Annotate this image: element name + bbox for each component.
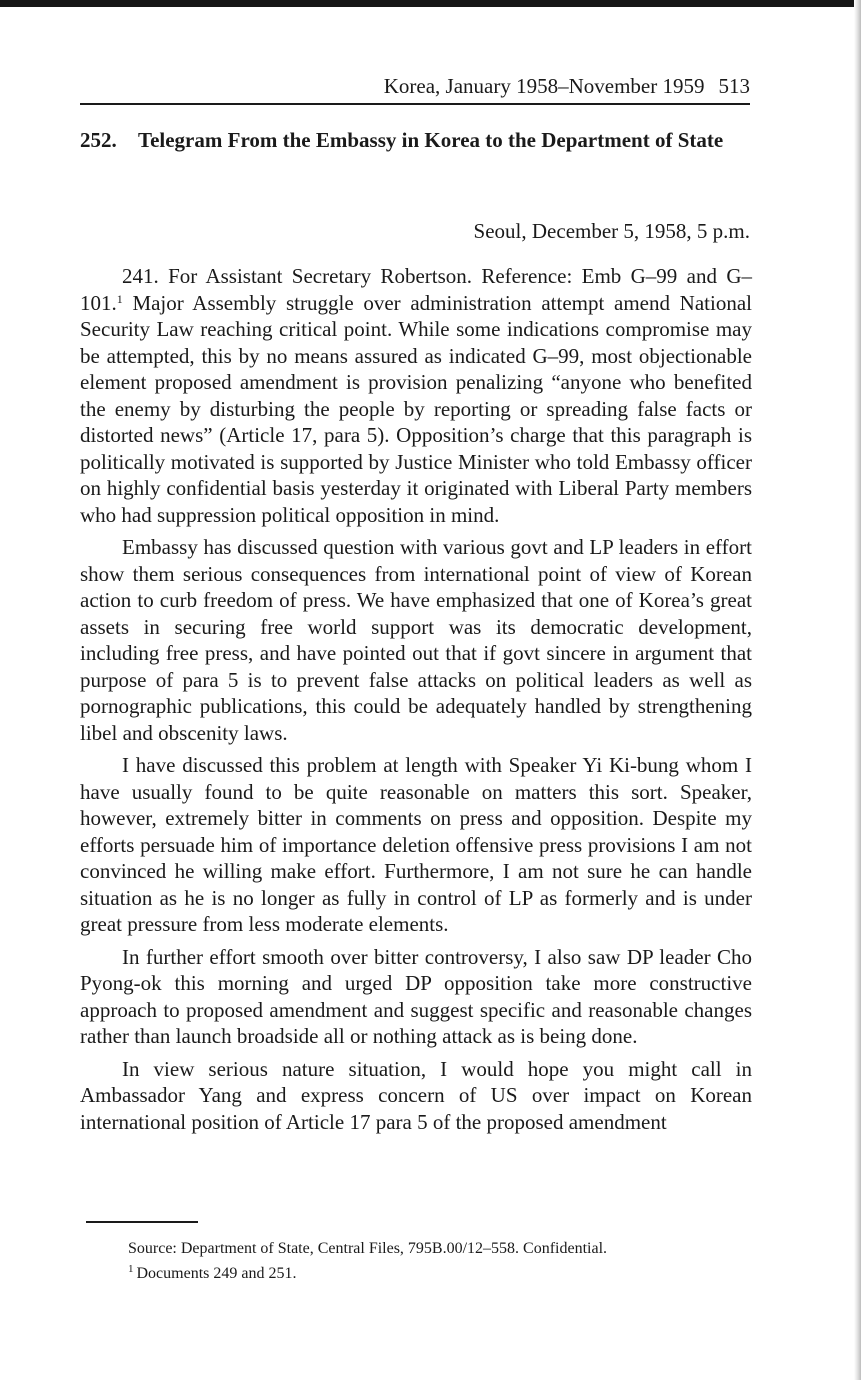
footnote-1 [86, 1261, 750, 1286]
source-note: Source: Department of State, Central Files, 795B.00/12–558. Confidential. [128, 1240, 608, 1257]
footnote-1-marker: 1 [128, 1263, 134, 1275]
page-number: 513 [718, 74, 750, 98]
paragraph-2: Embassy has discussed question with various govt and LP leaders in effort show them serious consequences from international point of view of Korean action to curb freedom of press. We have emphasized that one of Korea’s great assets in securing free world support was its democratic development, including free press, and have pointed out that if govt sincere in argument that purpose of para 5 is to prevent false attacks on political leaders as well as pornographic publications, this could be adequately handled by strengthening libel and obscenity laws. [80, 535, 752, 745]
paragraph-1-opening: 241. For Assistant Secretary Robertson. Reference: Emb G–99 and G–101. [80, 264, 752, 315]
page-right-edge [854, 0, 861, 1380]
footnote-reference: 1 [116, 291, 123, 306]
paragraph-5: In view serious nature situation, I would hope you might call in Ambassador Yang and express concern of US over impact on Korean international position of Article 17 para 5 of the proposed amendment [80, 1056, 752, 1134]
page-top-edge [0, 0, 861, 7]
dateline: Seoul, December 5, 1958, 5 p.m. [473, 219, 750, 243]
telegram-body [80, 263, 752, 1141]
footnote-1-text: Documents 249 and 251. [136, 1265, 297, 1282]
paragraph-1-rest: Major Assembly struggle over administration attempt amend National Security Law reaching critical point. While some indications compromise may be attempted, this by no means assured as indicated G–99, most objectionable element proposed amendment is provision penalizing “anyone who benefited the enemy by disturbing the people by reporting or spreading false facts or distorted news” (Article 17, para 5). Opposition’s charge that this paragraph is politically motivated is supported by Justice Minister who told Embassy officer on highly confidential basis yesterday it originated with Liberal Party members who had suppression political opposition in mind. [80, 290, 752, 527]
document-heading [80, 126, 750, 155]
header-rule [80, 103, 750, 105]
paragraph-4: In further effort smooth over bitter controversy, I also saw DP leader Cho Pyong-ok this morning and urged DP opposition take more constructive approach to proposed amendment and suggest specific and reasonable changes rather than launch broadside all or nothing attack as is being done. [80, 944, 752, 1048]
footnote-rule [86, 1221, 198, 1223]
running-title: Korea, January 1958–November 1959 [383, 74, 705, 98]
footnotes [86, 1236, 750, 1286]
paragraph-1 [80, 263, 752, 528]
running-header [80, 72, 750, 100]
document-title: Telegram From the Embassy in Korea to the Department of State [138, 128, 724, 152]
paragraph-3: I have discussed this problem at length with Speaker Yi Ki-bung whom I have usually found to be quite reasonable on matters this sort. Speaker, however, extremely bitter in comments on press and opposition. Despite my efforts persuade him of importance deletion offensive press provisions I am not convinced he willing make effort. Furthermore, I am not sure he can handle situation as he is no longer as fully in control of LP as formerly and is under great pressure from less moderate elements. [80, 753, 752, 936]
document-number: 252. [80, 128, 117, 152]
